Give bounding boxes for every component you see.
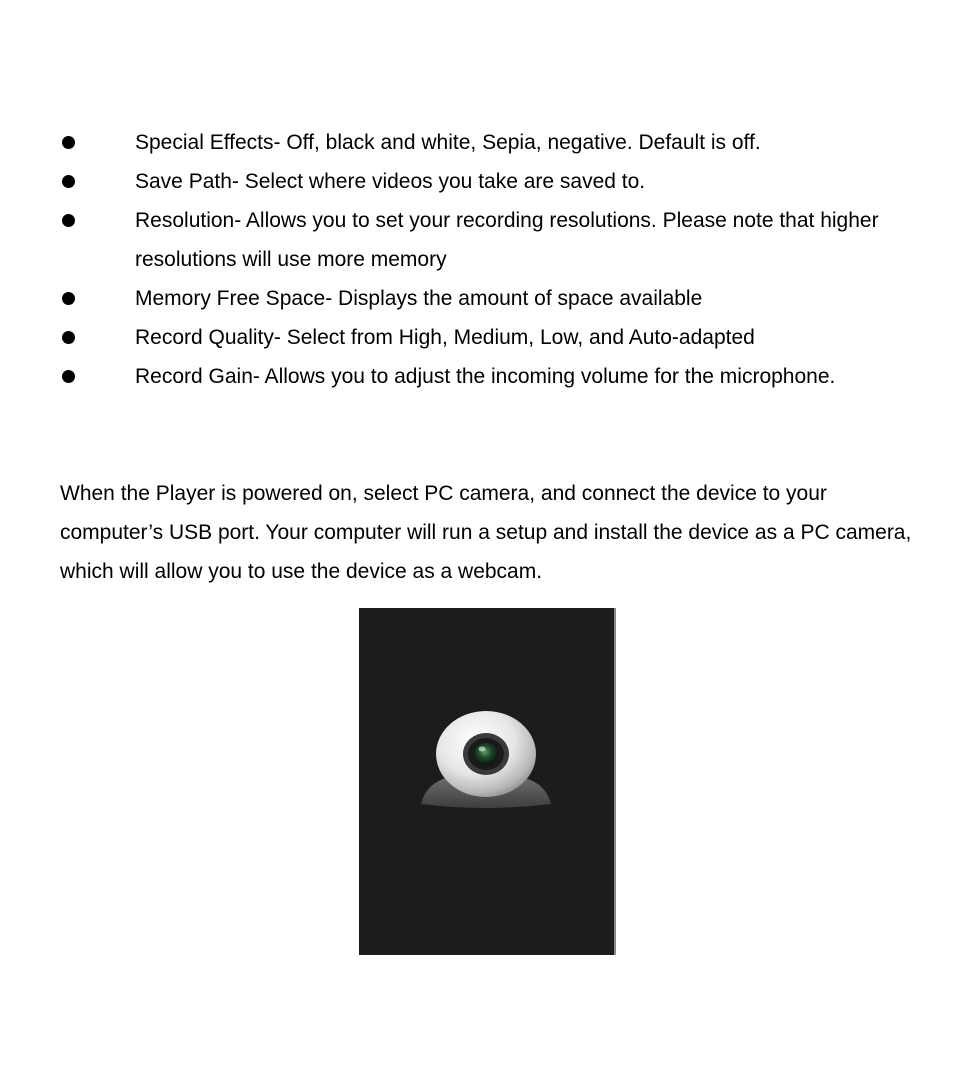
settings-bullet-list: [0, 123, 954, 396]
bullet-dot-icon: [62, 370, 75, 383]
webcam-icon: [359, 608, 614, 955]
bullet-item-memory-free-space: [0, 279, 954, 318]
bullet-item-record-gain: [0, 357, 954, 396]
bullet-text: Record Gain- Allows you to adjust the incoming volume for the microphone.: [135, 365, 836, 388]
bullet-dot-icon: [62, 136, 75, 149]
bullet-text: Special Effects- Off, black and white, Sepia, negative. Default is off.: [135, 131, 761, 154]
pc-camera-screenshot: [359, 608, 616, 955]
bullet-text: Save Path- Select where videos you take are saved to.: [135, 170, 646, 193]
pc-camera-paragraph: When the Player is powered on, select PC camera, and connect the device to your computer’s USB port. Your computer will run a setup and install the device as a PC camera, which will allow you to use the device as a webcam.: [60, 482, 912, 583]
bullet-item-record-quality: [0, 318, 954, 357]
bullet-item-save-path: [0, 162, 954, 201]
bullet-dot-icon: [62, 331, 75, 344]
bullet-item-special-effects: [0, 123, 954, 162]
bullet-dot-icon: [62, 292, 75, 305]
bullet-text: Memory Free Space- Displays the amount of space available: [135, 287, 703, 310]
bullet-text: Record Quality- Select from High, Medium, Low, and Auto-adapted: [135, 326, 755, 349]
bullet-dot-icon: [62, 214, 75, 227]
bullet-dot-icon: [62, 175, 75, 188]
bullet-item-resolution: [0, 201, 954, 279]
bullet-text: Resolution- Allows you to set your recording resolutions. Please note that higher resolutions will use more memory: [135, 209, 879, 271]
